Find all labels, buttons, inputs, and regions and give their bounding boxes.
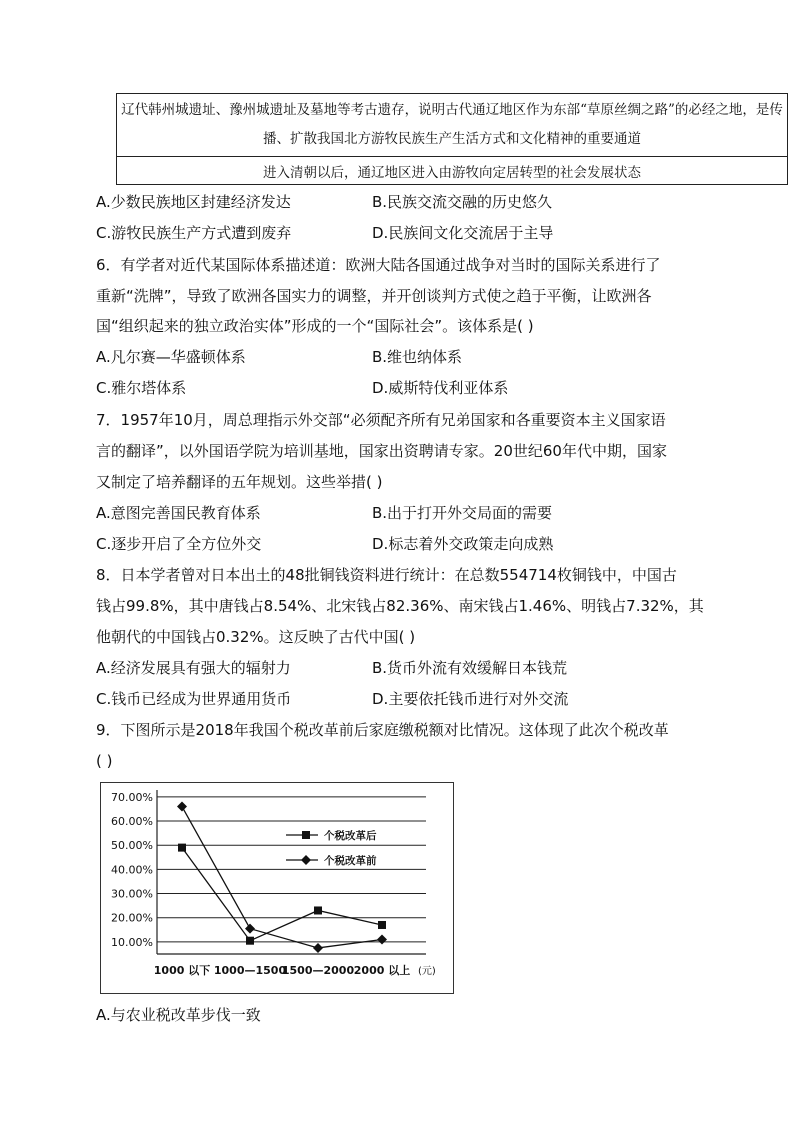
q7-option-b[interactable]: B.出于打开外交局面的需要 bbox=[372, 504, 553, 522]
chart-point-diamond bbox=[245, 924, 255, 934]
tax-line-chart bbox=[100, 782, 454, 994]
chart-y-tick-label: 50.00% bbox=[111, 839, 153, 853]
chart-point-diamond bbox=[313, 943, 323, 953]
chart-x-tick-label: 2000 以上 bbox=[353, 964, 411, 977]
q8-option-a[interactable]: A.经济发展具有强大的辐射力 bbox=[96, 659, 291, 677]
q6-stem-line-1: 6．有学者对近代某国际体系描述道：欧洲大陆各国通过战争对当时的国际关系进行了 bbox=[96, 256, 661, 274]
q8-stem-line-2: 钱占99.8%，其中唐钱占8.54%、北宋钱占82.36%、南宋钱占1.46%、明钱占7.32%，其 bbox=[96, 597, 704, 615]
q7-option-d[interactable]: D.标志着外交政策走向成熟 bbox=[372, 535, 554, 553]
q7-option-c[interactable]: C.逐步开启了全方位外交 bbox=[96, 535, 262, 553]
chart-x-tick-label: 1000—1500 bbox=[213, 964, 287, 977]
q8-option-d[interactable]: D.主要依托钱币进行对外交流 bbox=[372, 690, 569, 708]
q5-option-b[interactable]: B.民族交流交融的历史悠久 bbox=[372, 193, 553, 211]
q6-option-b[interactable]: B.维也纳体系 bbox=[372, 348, 463, 366]
info-table bbox=[116, 93, 788, 185]
chart-x-unit-label: (元) bbox=[418, 966, 436, 977]
q7-stem-line-2: 言的翻译”，以外国语学院为培训基地，国家出资聘请专家。20世纪60年代中期，国家 bbox=[96, 442, 667, 460]
chart-y-tick-label: 40.00% bbox=[111, 863, 153, 877]
q6-option-d[interactable]: D.威斯特伐利亚体系 bbox=[372, 379, 509, 397]
chart-frame bbox=[101, 783, 454, 994]
q8-stem-line-1: 8．日本学者曾对日本出土的48批铜钱资料进行统计：在总数554714枚铜钱中，中国古 bbox=[96, 566, 677, 584]
q7-option-a[interactable]: A.意图完善国民教育体系 bbox=[96, 504, 261, 522]
q5-option-c[interactable]: C.游牧民族生产方式遭到废弃 bbox=[96, 224, 292, 242]
q7-stem-line-1: 7．1957年10月，周总理指示外交部“必须配齐所有兄弟国家和各重要资本主义国家语 bbox=[96, 411, 666, 429]
table-row-2: 进入清朝以后，通辽地区进入由游牧向定居转型的社会发展状态 bbox=[117, 157, 788, 185]
chart-legend-marker-square bbox=[302, 831, 310, 839]
chart-point-square bbox=[314, 906, 322, 914]
chart-point-square bbox=[246, 937, 254, 945]
chart-point-square bbox=[178, 844, 186, 852]
chart-legend-label: 个税改革后 bbox=[324, 830, 377, 842]
q6-option-a[interactable]: A.凡尔赛—华盛顿体系 bbox=[96, 348, 246, 366]
q9-stem-line-2: ( ) bbox=[96, 752, 113, 770]
chart-x-tick-label: 1500—2000 bbox=[281, 964, 355, 977]
q6-option-c[interactable]: C.雅尔塔体系 bbox=[96, 379, 187, 397]
q8-option-b[interactable]: B.货币外流有效缓解日本钱荒 bbox=[372, 659, 568, 677]
q9-option-a[interactable]: A.与农业税改革步伐一致 bbox=[96, 1006, 261, 1024]
q8-stem-line-3: 他朝代的中国钱占0.32%。这反映了古代中国( ) bbox=[96, 628, 416, 646]
q8-option-c[interactable]: C.钱币已经成为世界通用货币 bbox=[96, 690, 292, 708]
q6-stem-line-3: 国“组织起来的独立政治实体”形成的一个“国际社会”。该体系是( ) bbox=[96, 317, 534, 335]
chart-point-diamond bbox=[177, 802, 187, 812]
q5-option-d[interactable]: D.民族间文化交流居于主导 bbox=[372, 224, 554, 242]
chart-y-tick-label: 20.00% bbox=[111, 911, 153, 925]
q6-stem-line-2: 重新“洗牌”，导致了欧洲各国实力的调整，并开创谈判方式使之趋于平衡，让欧洲各 bbox=[96, 287, 652, 305]
chart-x-tick-label: 1000 以下 bbox=[153, 964, 211, 977]
table-row-1: 辽代韩州城遗址、豫州城遗址及墓地等考古遗存，说明古代通辽地区作为东部“草原丝绸之路”的必经之地，是传播、扩散我国北方游牧民族生产生活方式和文化精神的重要通道 bbox=[117, 94, 788, 157]
chart-y-tick-label: 10.00% bbox=[111, 935, 153, 949]
chart-y-tick-label: 30.00% bbox=[111, 887, 153, 901]
chart-legend-label: 个税改革前 bbox=[324, 855, 377, 867]
chart-point-diamond bbox=[377, 934, 387, 944]
chart-y-tick-label: 70.00% bbox=[111, 790, 153, 804]
chart-legend-marker-diamond bbox=[301, 855, 311, 865]
chart-point-square bbox=[378, 921, 386, 929]
chart-y-tick-label: 60.00% bbox=[111, 815, 153, 829]
q7-stem-line-3: 又制定了培养翻译的五年规划。这些举措( ) bbox=[96, 473, 383, 491]
q9-stem-line-1: 9．下图所示是2018年我国个税改革前后家庭缴税额对比情况。这体现了此次个税改革 bbox=[96, 721, 669, 739]
q5-option-a[interactable]: A.少数民族地区封建经济发达 bbox=[96, 193, 291, 211]
